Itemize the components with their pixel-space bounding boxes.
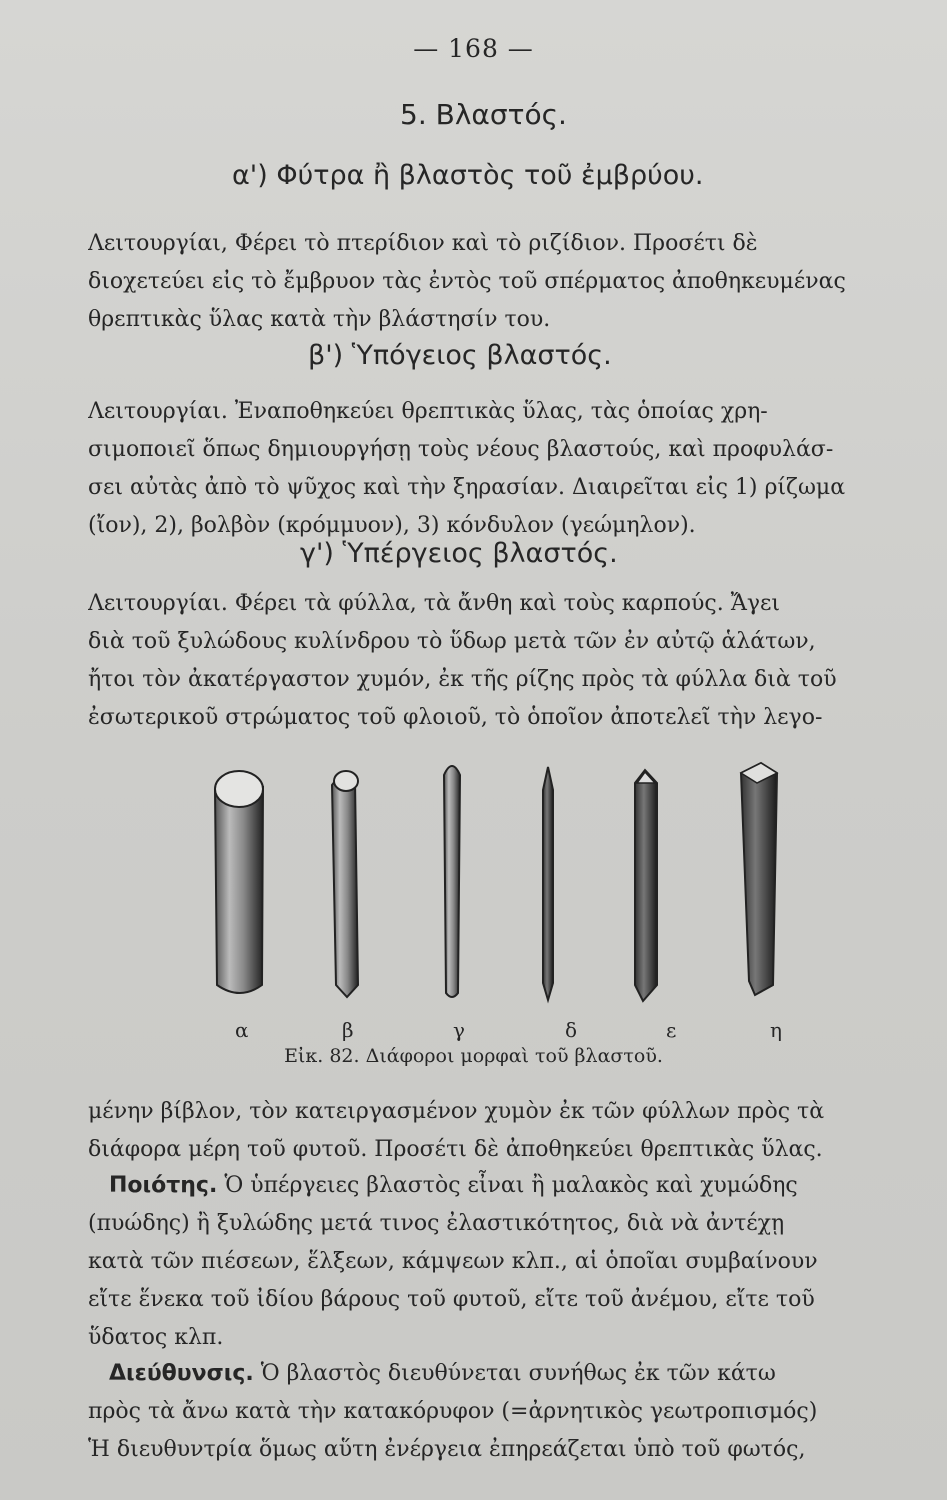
figure-label: γ (453, 1018, 465, 1042)
quality-paragraph (88, 1167, 906, 1357)
page-number: — 168 — (413, 34, 534, 63)
continuation-text (88, 1093, 906, 1169)
direction-first-line: Ὁ βλαστὸς διευθύνεται συνήθως ἐκ τῶν κάτω (260, 1361, 776, 1386)
stem-gamma (444, 766, 460, 997)
stem-forms-figure (195, 745, 835, 1015)
direction-heading: Διεύθυνσις. (108, 1361, 254, 1386)
stem-epsilon (635, 770, 657, 1001)
text-line: ἤτοι τὸν ἀκατέργαστον χυμόν, ἐκ τῆς ρίζης πρὸς τὰ φύλλα διὰ τοῦ (88, 667, 837, 692)
figure-label: η (770, 1018, 782, 1042)
text-line: (ἴον), 2), βολβὸν (κρόμμυον), 3) κόνδυλον (γεώμηλον). (88, 513, 696, 538)
text-line: ἐσωτερικοῦ στρώματος τοῦ φλοιοῦ, τὸ ὁποῖον ἀποτελεῖ τὴν λεγο- (88, 705, 823, 730)
text-line: κατὰ τῶν πιέσεων, ἕλξεων, κάμψεων κλπ., αἱ ὁποῖαι συμβαίνουν (88, 1249, 818, 1274)
text-line: Ἡ διευθυντρία ὅμως αὕτη ἐνέργεια ἐπηρεάζεται ὑπὸ τοῦ φωτός, (88, 1437, 806, 1462)
text-line (88, 1167, 906, 1205)
stem-eta (741, 763, 777, 995)
text-line: εἴτε ἕνεκα τοῦ ἰδίου βάρους τοῦ φυτοῦ, εἴτε τοῦ ἀνέμου, εἴτε τοῦ (88, 1287, 815, 1312)
quality-first-line: Ὁ ὑπέργειες βλαστὸς εἶναι ἢ μαλακὸς καὶ χυμώδης (224, 1173, 798, 1198)
text-line: Λειτουργίαι. Ἐναποθηκεύει θρεπτικὰς ὕλας, τὰς ὁποίας χρη- (88, 399, 768, 424)
text-line: (πυώδης) ἢ ξυλώδης μετά τινος ἐλαστικότητος, διὰ νὰ ἀντέχῃ (88, 1211, 785, 1236)
text-line: σει αὐτὰς ἀπὸ τὸ ψῦχος καὶ τὴν ξηρασίαν. Διαιρεῖται εἰς 1) ρίζωμα (88, 475, 846, 500)
text-line: ὕδατος κλπ. (88, 1325, 224, 1350)
stem-beta (332, 771, 358, 997)
figure-label: δ (565, 1018, 578, 1042)
text-line (88, 1355, 906, 1393)
section-title: 5. Βλαστός. (400, 98, 567, 131)
text-line: διὰ τοῦ ξυλώδους κυλίνδρου τὸ ὕδωρ μετὰ τῶν ἐν αὐτῷ ἁλάτων, (88, 629, 816, 654)
text-line: διοχετεύει εἰς τὸ ἔμβρυον τὰς ἐντὸς τοῦ σπέρματος ἀποθηκευμένας (88, 269, 846, 294)
figure-label: β (342, 1018, 354, 1042)
text-line: θρεπτικὰς ὕλας κατὰ τὴν βλάστησίν του. (88, 307, 551, 332)
text-line: διάφορα μέρη τοῦ φυτοῦ. Προσέτι δὲ ἀποθηκεύει θρεπτικὰς ὕλας. (88, 1137, 823, 1162)
figure-label: ε (666, 1018, 677, 1042)
text-line: Λειτουργίαι. Φέρει τὰ φύλλα, τὰ ἄνθη καὶ τοὺς καρπούς. Ἄγει (88, 591, 781, 616)
stem-alpha (215, 771, 263, 993)
text-line: πρὸς τὰ ἄνω κατὰ τὴν κατακόρυφον (=ἀρνητικὸς γεωτροπισμός) (88, 1399, 818, 1424)
figure-label: α (235, 1018, 249, 1042)
subsection-b-title: β') Ὑπόγειος βλαστός. (308, 340, 612, 371)
quality-heading: Ποιότης. (108, 1173, 218, 1198)
stem-delta (543, 767, 553, 1000)
subsection-c-title: γ') Ὑπέργειος βλαστός. (300, 538, 618, 569)
figure-caption: Εἰκ. 82. Διάφοροι μορφαὶ τοῦ βλαστοῦ. (284, 1045, 663, 1067)
subsection-c-text (88, 585, 906, 737)
subsection-a-title: α') Φύτρα ἢ βλαστὸς τοῦ ἐμβρύου. (232, 160, 704, 191)
subsection-b-text (88, 393, 906, 545)
text-line: μένην βίβλον, τὸν κατειργασμένον χυμὸν ἐκ τῶν φύλλων πρὸς τὰ (88, 1099, 825, 1124)
direction-paragraph (88, 1355, 906, 1469)
text-line: σιμοποιεῖ ὅπως δημιουργήσῃ τοὺς νέους βλαστούς, καὶ προφυλάσ- (88, 437, 834, 462)
text-line: Λειτουργίαι, Φέρει τὸ πτερίδιον καὶ τὸ ριζίδιον. Προσέτι δὲ (88, 231, 758, 256)
subsection-a-text (88, 225, 906, 339)
figure-labels (0, 1018, 947, 1048)
